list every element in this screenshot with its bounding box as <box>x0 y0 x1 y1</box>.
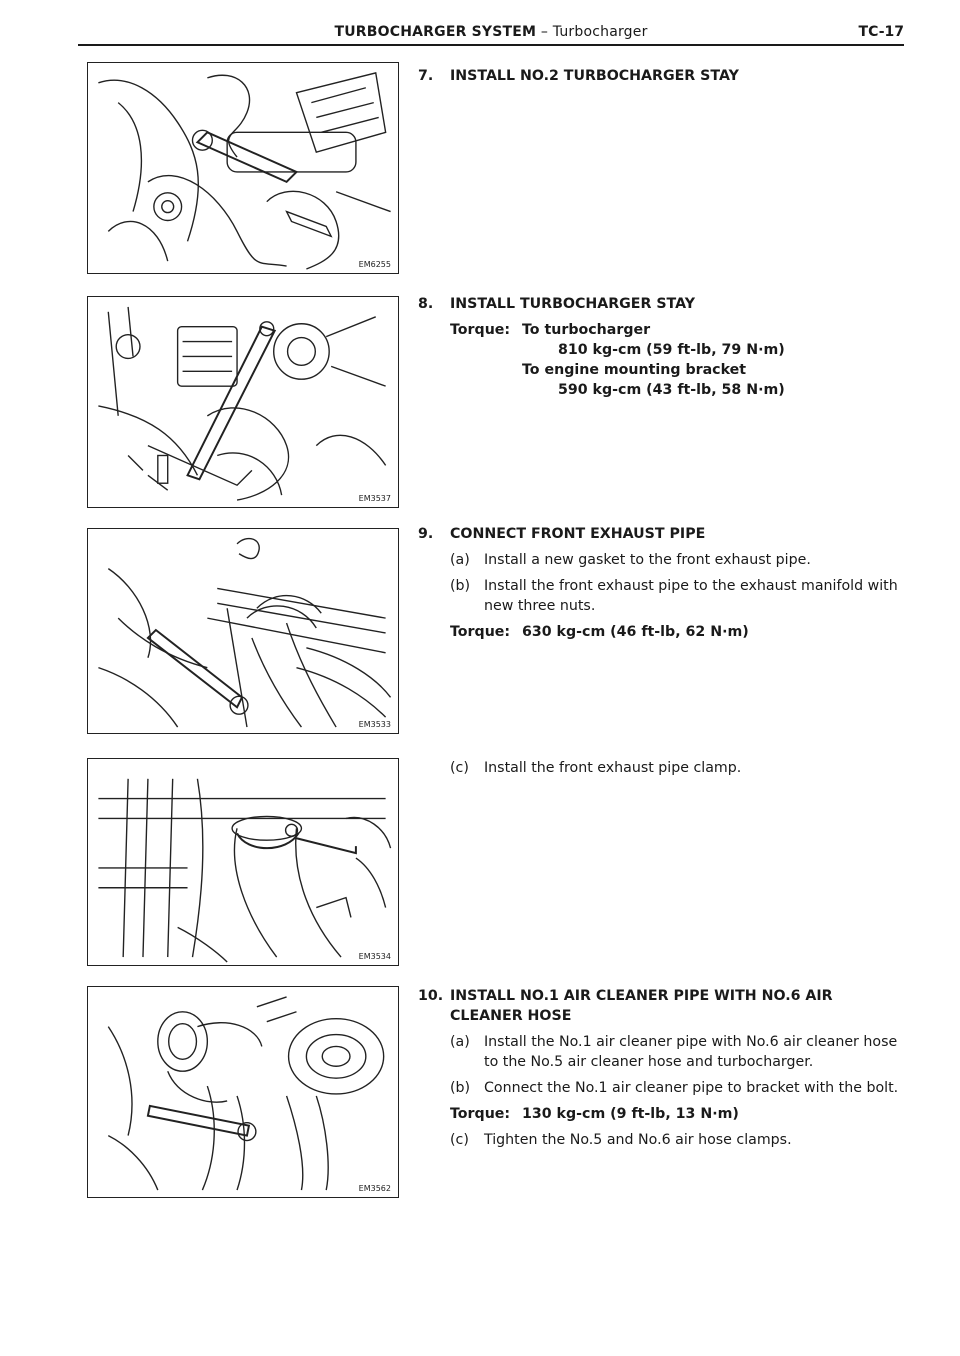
substep-a <box>450 1032 908 1072</box>
figure-code: EM6255 <box>358 260 391 269</box>
step-title: INSTALL NO.2 TURBOCHARGER STAY <box>450 68 739 84</box>
substep-label: (b) <box>450 578 471 594</box>
section-title-sub: Turbocharger <box>552 24 648 40</box>
step-title: INSTALL NO.1 AIR CLEANER PIPE WITH NO.6 AIR CLEANER HOSE <box>450 988 833 1024</box>
header-rule <box>78 44 904 46</box>
substep-c <box>450 1130 908 1150</box>
torque-label: Torque: <box>450 624 511 640</box>
step-10 <box>418 986 908 1150</box>
step-7 <box>418 66 908 86</box>
figure-code: EM3533 <box>358 720 391 729</box>
figure-install-no2-turbo-stay <box>87 62 399 274</box>
substep-b <box>450 1078 908 1098</box>
step-9-continued <box>418 758 908 778</box>
step-title: INSTALL TURBOCHARGER STAY <box>450 296 696 312</box>
step-number: 9. <box>418 526 434 542</box>
step-10-heading <box>418 986 908 1026</box>
torque-value-1: 810 kg-cm (59 ft-lb, 79 N·m) <box>558 342 785 358</box>
figure-code: EM3562 <box>358 1184 391 1193</box>
torque-value: 630 kg-cm (46 ft-lb, 62 N·m) <box>522 624 749 640</box>
figure-code: EM3537 <box>358 494 391 503</box>
torque-spec <box>450 1104 908 1124</box>
substep-label: (a) <box>450 1034 470 1050</box>
figure-install-turbo-stay <box>87 296 399 508</box>
section-title-separator: – <box>536 24 553 40</box>
page-number: TC-17 <box>858 24 904 40</box>
substep-text: Install a new gasket to the front exhaust pipe. <box>484 552 811 568</box>
torque-spec <box>450 320 908 400</box>
step-number: 7. <box>418 68 434 84</box>
step-9 <box>418 524 908 642</box>
torque-target-1: To turbocharger <box>522 322 651 338</box>
figure-install-pipe-clamp <box>87 758 399 966</box>
torque-value-2: 590 kg-cm (43 ft-lb, 58 N·m) <box>558 382 785 398</box>
illustration-air-cleaner-pipe <box>88 987 398 1197</box>
figure-connect-exhaust-pipe <box>87 528 399 734</box>
section-title <box>78 24 904 40</box>
figure-code: EM3534 <box>358 952 391 961</box>
torque-value: 130 kg-cm (9 ft-lb, 13 N·m) <box>522 1106 739 1122</box>
step-title: CONNECT FRONT EXHAUST PIPE <box>450 526 706 542</box>
step-8-heading <box>418 294 908 314</box>
substep-label: (c) <box>450 760 469 776</box>
substep-text: Install the front exhaust pipe clamp. <box>484 760 742 776</box>
torque-label: Torque: <box>450 1106 511 1122</box>
torque-target-2: To engine mounting bracket <box>522 362 747 378</box>
substep-text: Tighten the No.5 and No.6 air hose clamps. <box>484 1132 792 1148</box>
torque-spec <box>450 622 908 642</box>
illustration-engine-wrench <box>88 63 398 273</box>
substep-b <box>450 576 908 616</box>
substep-text: Connect the No.1 air cleaner pipe to bracket with the bolt. <box>484 1080 899 1096</box>
substep-label: (a) <box>450 552 470 568</box>
illustration-pipe-clamp <box>88 759 398 965</box>
step-9-heading <box>418 524 908 544</box>
substep-text: Install the No.1 air cleaner pipe with No.6 air cleaner hose to the No.5 air cleaner hose and turbocharger. <box>484 1034 898 1070</box>
step-8 <box>418 294 908 400</box>
substep-label: (b) <box>450 1080 471 1096</box>
section-title-main: TURBOCHARGER SYSTEM <box>334 24 537 40</box>
torque-label: Torque: <box>450 322 511 338</box>
figure-install-air-cleaner-pipe <box>87 986 399 1198</box>
step-number: 8. <box>418 296 434 312</box>
illustration-turbo-stay <box>88 297 398 507</box>
step-number: 10. <box>418 988 444 1004</box>
substep-label: (c) <box>450 1132 469 1148</box>
substep-c <box>450 758 908 778</box>
step-7-heading <box>418 66 908 86</box>
illustration-exhaust-pipe <box>88 529 398 733</box>
substep-text: Install the front exhaust pipe to the exhaust manifold with new three nuts. <box>484 578 898 614</box>
substep-a <box>450 550 908 570</box>
